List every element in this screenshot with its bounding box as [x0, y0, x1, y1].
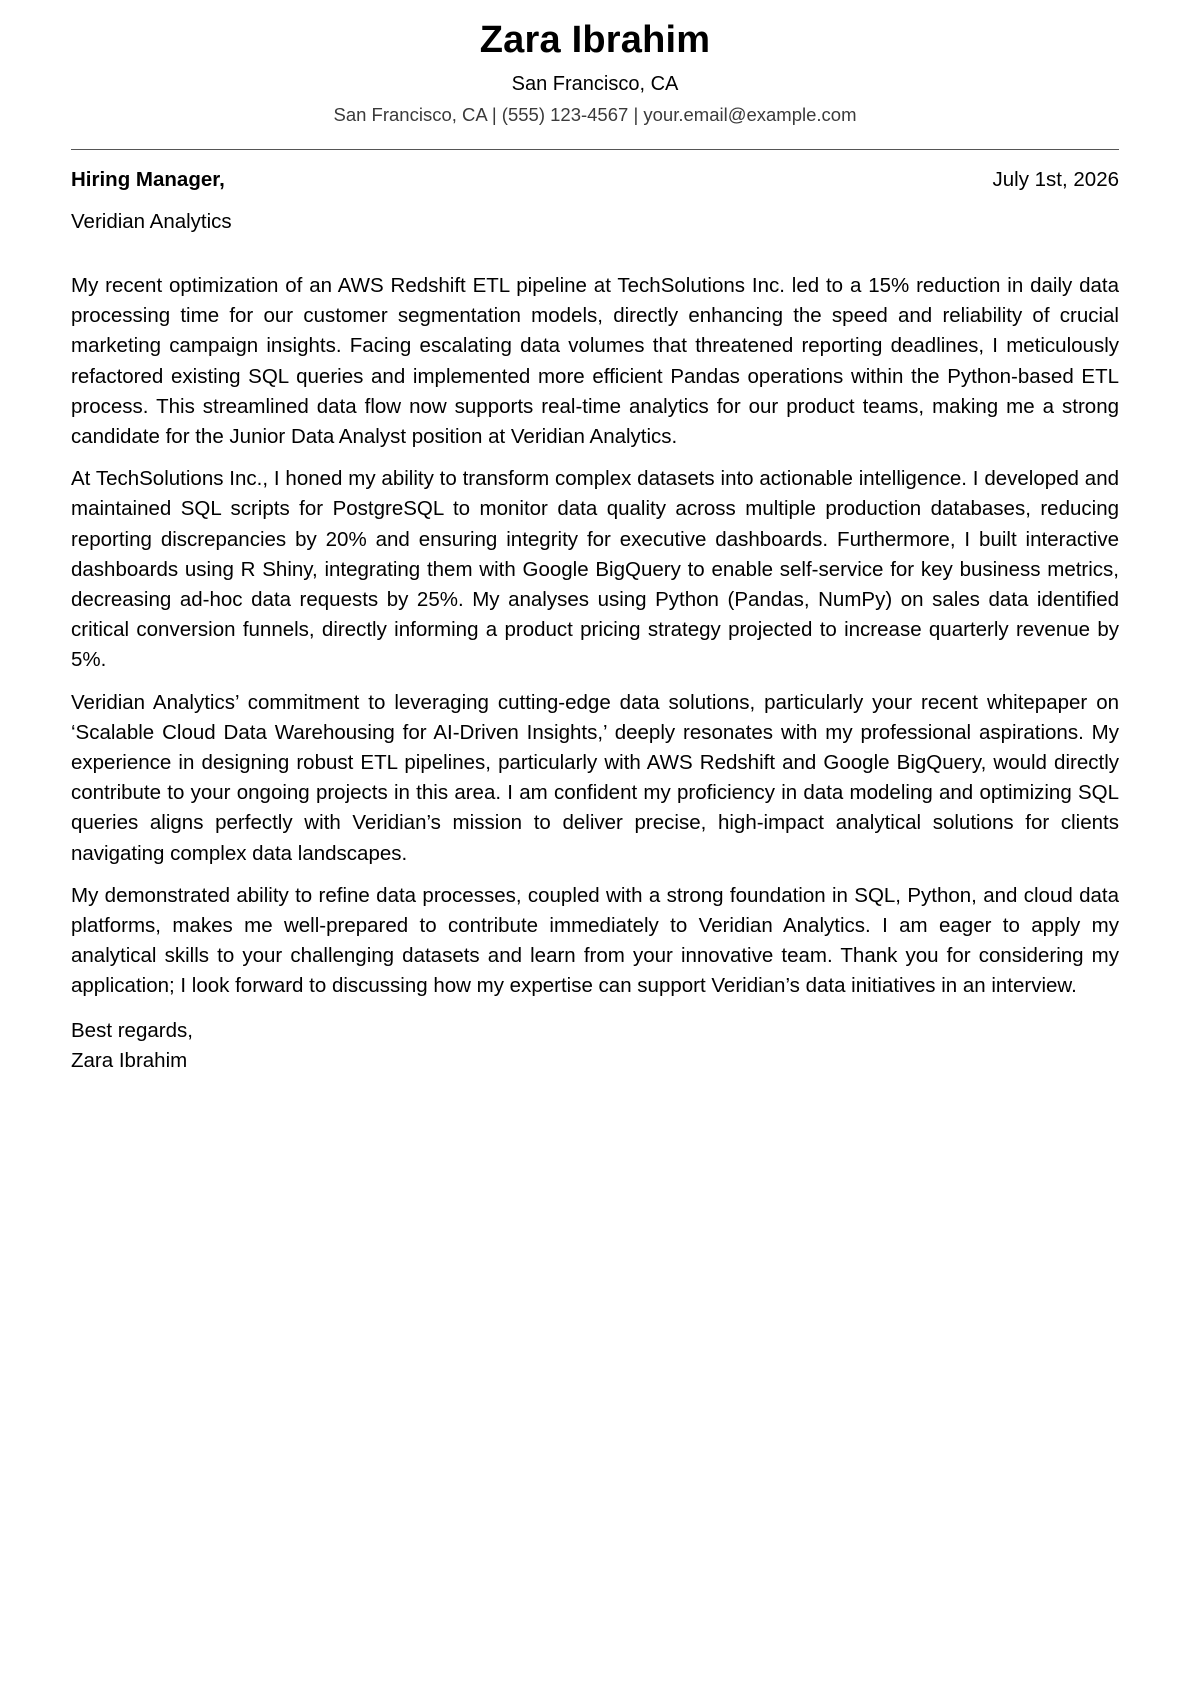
recipient-salutation: Hiring Manager,: [71, 168, 225, 191]
applicant-location: San Francisco, CA: [511, 73, 679, 95]
letter-closing: [71, 1016, 1119, 1076]
body-paragraph: At TechSolutions Inc., I honed my ability to transform complex datasets into actionable intelligence. I developed and maintained SQL scripts for PostgreSQL to monitor data quality across multiple production databases, reducing reporting discrepancies by 20% and ensuring integrity for executive dashboards. Furthermore, I built interactive dashboards using R Shiny, integrating them with Google BigQuery to enable self-service for key business metrics, decreasing ad-hoc data requests by 25%. My analyses using Python (Pandas, NumPy) on sales data identified critical conversion funnels, directly informing a product pricing strategy projected to increase quarterly revenue by 5%.: [71, 467, 1119, 672]
letter-body: [71, 271, 1119, 1002]
body-paragraph: My recent optimization of an AWS Redshift ETL pipeline at TechSolutions Inc. led to a 15% reduction in daily data processing time for our customer segmentation models, directly enhancing the speed and reliability of crucial marketing campaign insights. Facing escalating data volumes that threatened reporting deadlines, I meticulously refactored existing SQL queries and implemented more efficient Pandas operations within the Python-based ETL process. This streamlined data flow now supports real-time analytics for our product teams, making me a strong candidate for the Junior Data Analyst position at Veridian Analytics.: [71, 274, 1119, 449]
recipient-date-row: [71, 166, 1119, 194]
header-divider: [71, 149, 1119, 150]
letter-date: July 1st, 2026: [992, 168, 1119, 191]
applicant-name: Zara Ibrahim: [479, 19, 711, 61]
body-paragraph: Veridian Analytics’ commitment to leveraging cutting-edge data solutions, particularly your recent whitepaper on ‘Scalable Cloud Data Warehousing for AI-Driven Insights,’ deeply resonates with my professional aspirations. My experience in designing robust ETL pipelines, particularly with AWS Redshift and Google BigQuery, would directly contribute to your ongoing projects in this area. I am confident my proficiency in data modeling and optimizing SQL queries aligns perfectly with Veridian’s mission to deliver precise, high-impact analytical solutions for clients navigating complex data landscapes.: [71, 690, 1119, 865]
contact-line: San Francisco, CA | (555) 123-4567 | your.email@example.com: [333, 104, 857, 125]
letter-header: [71, 0, 1119, 128]
signature-name: Zara Ibrahim: [71, 1048, 188, 1072]
body-paragraph: My demonstrated ability to refine data processes, coupled with a strong foundation in SQL, Python, and cloud data platforms, makes me well-prepared to contribute immediately to Veridian Analytics. I am eager to apply my analytical skills to your challenging datasets and learn from your innovative team. Thank you for considering my application; I look forward to discussing how my expertise can support Veridian’s data initiatives in an interview.: [71, 883, 1119, 998]
recipient-company: Veridian Analytics: [71, 210, 232, 233]
closing-phrase: Best regards,: [71, 1018, 193, 1042]
